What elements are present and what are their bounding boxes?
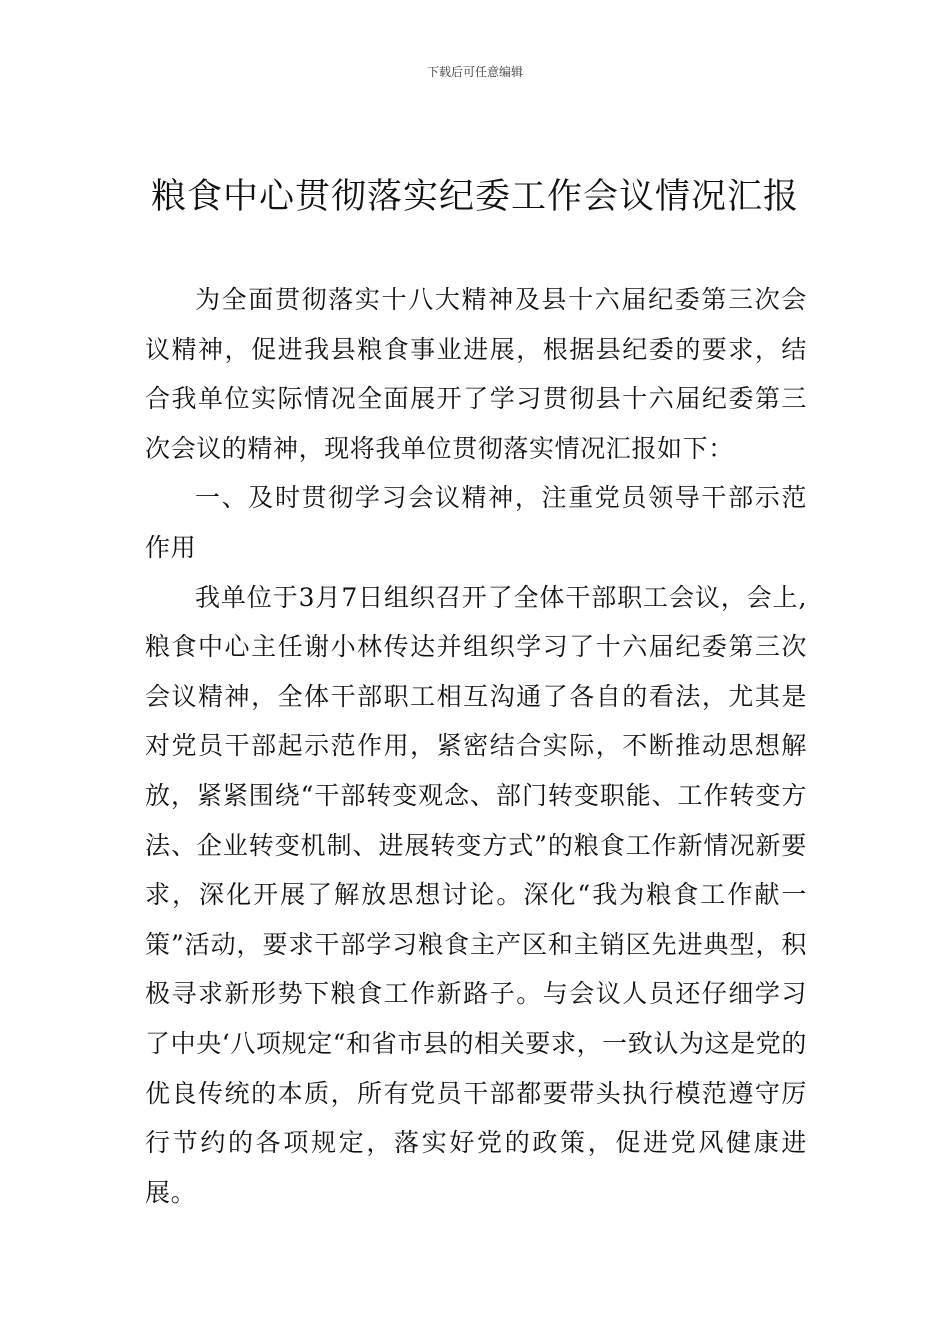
section-heading-1: 一、及时贯彻学习会议精神，注重党员领导干部示范作用 (145, 483, 807, 562)
document-body (145, 275, 807, 1217)
paragraph-intro: 为全面贯彻落实十八大精神及县十六届纪委第三次会议精神，促进我县粮食事业进展，根据县纪委的要求，结合我单位实际情况全面展开了学习贯彻县十六届纪委第三次会议的精神，现将我单位贯彻落实情况汇报如下： (145, 285, 807, 463)
header-note: 下载后可任意编辑 (426, 65, 523, 79)
paragraph-section-1: 我单位于3月7日组织召开了全体干部职工会议，会上,粮食中心主任谢小林传达并组织学习了十六届纪委第三次会议精神，全体干部职工相互沟通了各自的看法，尤其是对党员干部起示范作用，紧密结合实际，不断推动思想解放，紧紧围绕“干部转变观念、部门转变职能、工作转变方法、企业转变机制、进展转变方式”的粮食工作新情况新要求，深化开展了解放思想讨论。深化“我为粮食工作献一策”活动，要求干部学习粮食主产区和主销区先进典型，积极寻求新形势下粮食工作新路子。与会议人员还仔细学习了中央‘八项规定“和省市县的相关要求，一致认为这是党的优良传统的本质，所有党员干部都要带头执行模范遵守厉行节约的各项规定，落实好党的政策，促进党风健康进展。 (145, 582, 807, 1207)
document-title: 粮食中心贯彻落实纪委工作会议情况汇报 (150, 177, 799, 217)
